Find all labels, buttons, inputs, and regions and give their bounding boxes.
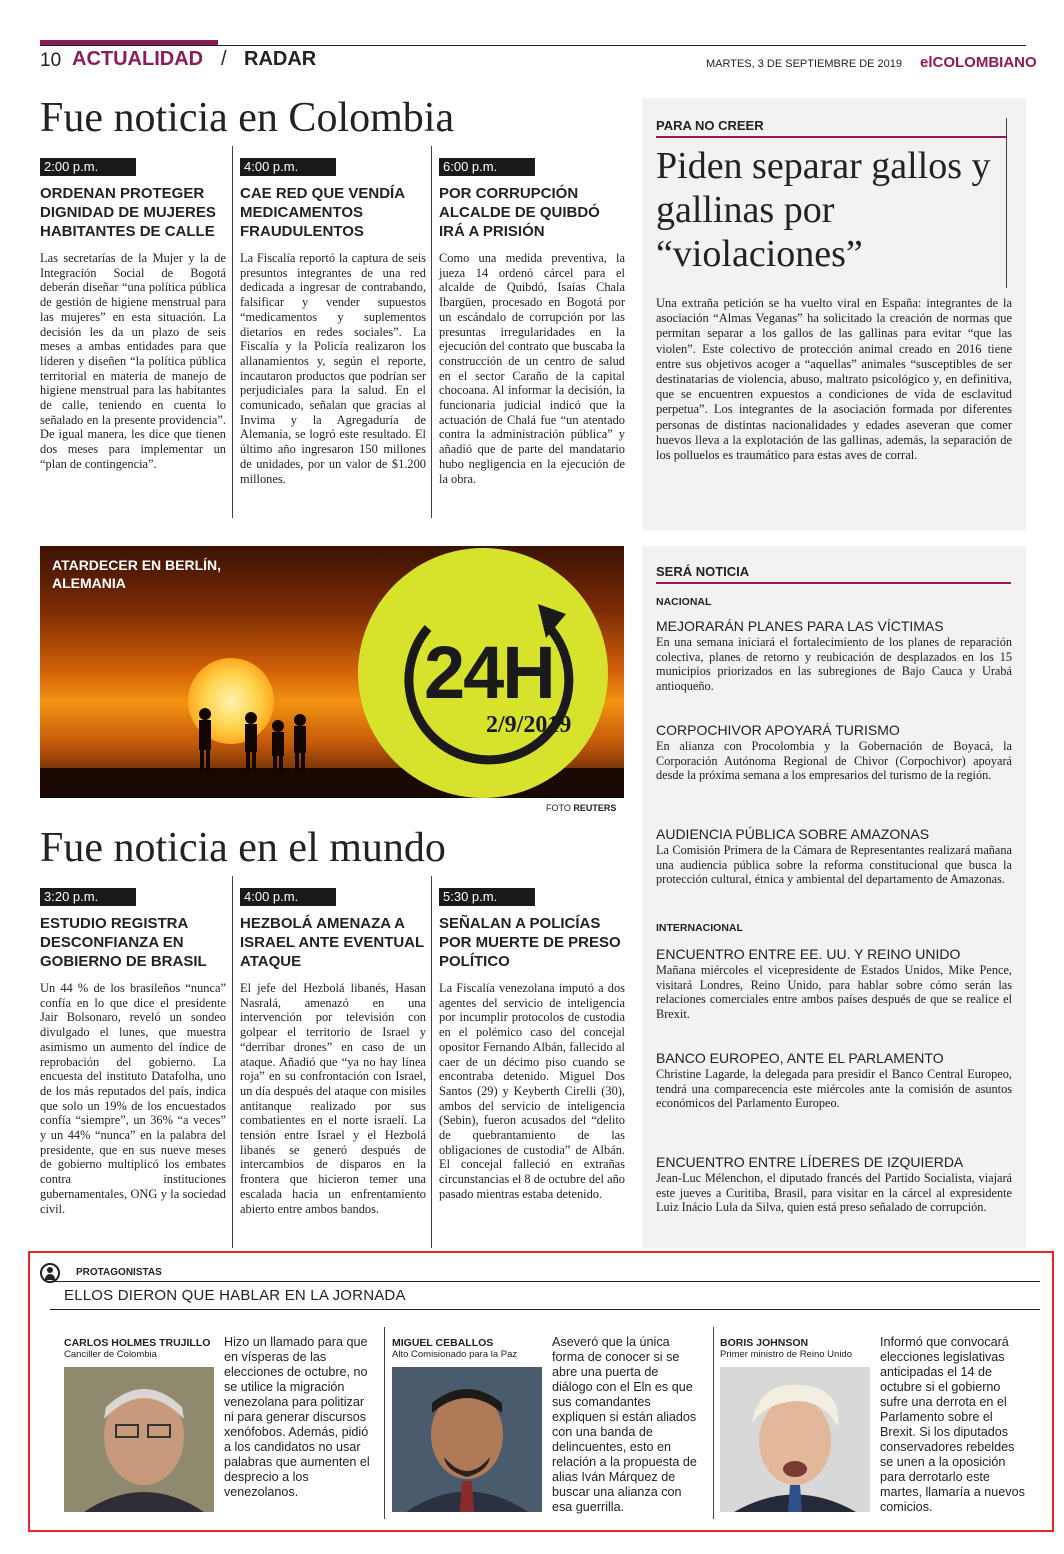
news-body: La Comisión Primera de la Cámara de Representantes realizará mañana una audiencia pública sobre la reforma constitucional que busca la protección cultural, étnica y ambiental del departamento de Amazonas. [656,843,1012,887]
photo-caption: ATARDECER EN BERLÍN, ALEMANIA [52,557,222,591]
protagonist-name: MIGUEL CEBALLOS [392,1337,494,1349]
news-headline: ENCUENTRO ENTRE LÍDERES DE IZQUIERDA [656,1154,964,1170]
time-tag: 4:00 p.m. [240,158,336,176]
mundo-article-2 [240,888,426,1216]
sera-noticia-box [642,546,1026,1248]
internacional-label: INTERNACIONAL [656,922,743,934]
box-rule [656,136,1006,138]
article-headline: SEÑALAN A POLICÍAS POR MUERTE DE PRESO POLÍTICO [439,915,621,970]
protagonist-role: Primer ministro de Reino Unido [720,1349,852,1360]
time-tag: 4:00 p.m. [240,888,336,906]
article-headline: POR CORRUPCIÓN ALCALDE DE QUIBDÓ IRÁ A PRISIÓN [439,185,600,240]
protagonist-quote: Hizo un llamado para que en vísperas de las elecciones de octubre, no se utilice la migración venezolana para politizar ni para generar discursos xenófobos. Además, pidió a los candidatos no usar palabras que aumenten el desprecio a los venezolanos. [224,1335,370,1499]
person-icon [40,1263,60,1283]
box-title: Piden separar gallos y gallinas por “violaciones” [656,145,991,275]
colombia-title: Fue noticia en Colombia [40,95,455,141]
news-body: En una semana iniciará el fortalecimiento de los planes de reparación colectiva, planes de retorno y reubicación de desplazados en los 15 municipios priorizados en las subregiones de Bajo Cauca y Urabá antioqueño. [656,635,1012,693]
article-headline: CAE RED QUE VENDÍA MEDICAMENTOS FRAUDULENTOS [240,185,405,240]
protagonist-quote: Informó que convocará elecciones legislativas anticipadas el 14 de octubre si el gobierno sufre una derrota en el Parlamento sobre el Brexit. Si los diputados conservadores rebeldes se unen a la oposición para derrotarlo este martes, llamaría a nuevos comicios. [880,1335,1025,1514]
article-headline: ORDENAN PROTEGER DIGNIDAD DE MUJERES HABITANTES DE CALLE [40,185,216,240]
news-item [656,826,1012,887]
article-headline: HEZBOLÁ AMENAZA A ISRAEL ANTE EVENTUAL ATAQUE [240,915,424,970]
article-body: Como una medida preventiva, la jueza 14 ordenó cárcel para el alcalde de Quibdó, Isaías Chala Ibargüen, procesado en Bogotá por un escándalo de corrupción por las presuntas irregularidades en la ejecución del contrato que buscaba la construcción de un centro de salud en el sector Caraño de la capital chocoana. Al informar la decisión, la funcionaria judicial indicó que la actuación de Chalá fue “un atentado contra la administración pública” y añadió que de parte del mandatario hubo negligencia en la ejecución de la obra. [439,251,625,486]
protagonist-name: BORIS JOHNSON [720,1337,809,1349]
mundo-title: Fue noticia en el mundo [40,825,446,871]
column-divider [431,876,432,1248]
page-number: 10 [40,50,62,71]
news-body: Christine Lagarde, la delegada para presidir el Banco Central Europeo, tendrá una comparecencia este miércoles ante la comisión de asuntos económicos del Parlamento Europeo. [656,1067,1012,1111]
box-rule [656,582,1011,584]
section-separator: / [221,48,227,70]
column-divider [431,146,432,518]
column-divider [232,876,233,1248]
issue-date: MARTES, 3 DE SEPTIEMBRE DE 2019 [706,58,903,70]
news-item [656,946,1012,1021]
protagonist-divider [713,1327,714,1519]
article-body: La Fiscalía venezolana imputó a dos agentes del servicio de inteligencia por incumplir protocolos de custodia en el polémico caso del concejal opositor Fernando Albán, fallecido al caer de un décimo piso cuando se encontraba detenido. Miguel Dos Santos (29) y Keyberth Cirelli (30), ambos del servicio de inteligencia (Sebin), fueron acusados del “delito de quebrantamiento de las obligaciones de custodia” de Albán. El concejal falleció en extrañas circunstancias el 8 de octubre del año pasado mientras estaba detenido. [439,981,625,1201]
nacional-label: NACIONAL [656,596,712,608]
article-body: La Fiscalía reportó la captura de seis presuntos integrantes de una red dedicada a ingresar de contrabando, falsificar y vender supuestos “medicamentos y suplementos dietarios en redes sociales”. La Fiscalía y la Policía realizaron los allanamientos y, según el reporte, incautaron productos que podrían ser perjudiciales para la salud. En el comunicado, señalan que gracias al Invima y la Agregaduría de Alemania, se logró este resultado. El último año ingresaron 150 millones de unidades, por un valor de $1.200 millones. [240,251,426,486]
news-headline: MEJORARÁN PLANES PARA LAS VÍCTIMAS [656,618,944,634]
colombia-article-2 [240,158,426,486]
column-divider [232,146,233,518]
subsection-name: RADAR [244,48,317,70]
news-body: En alianza con Procolombia y la Gobernación de Boyacá, la Corporación Autónoma Regional de Chivor (Corpochivor) apoyará desde la próxima semana a los empresarios del turismo de la región. [656,739,1012,783]
24h-label: 24H [424,631,554,714]
protagonistas-subtitle: ELLOS DIERON QUE HABLAR EN LA JORNADA [64,1287,406,1304]
mundo-article-3 [439,888,625,1202]
protagonistas-rule [50,1309,1040,1310]
time-tag: 2:00 p.m. [40,158,136,176]
photo-credit: FOTO REUTERS [546,803,617,813]
24h-badge [358,548,608,798]
protagonist-name: CARLOS HOLMES TRUJILLO [64,1337,211,1349]
section-name: ACTUALIDAD [72,48,204,70]
portrait-miguel-ceballos [392,1367,542,1512]
protagonist-divider [384,1327,385,1519]
time-tag: 3:20 p.m. [40,888,136,906]
news-item [656,1154,1012,1215]
protagonistas-rule [50,1281,1040,1282]
protagonist-role: Alto Comisionado para la Paz [392,1349,518,1360]
news-headline: CORPOCHIVOR APOYARÁ TURISMO [656,722,900,738]
box-side-rule [1006,118,1007,288]
news-item [656,618,1012,693]
protagonistas-section [28,1251,1054,1532]
header-rule [40,45,1026,46]
article-body: Un 44 % de los brasileños “nunca” confía en lo que dice el presidente Jair Bolsonaro, reveló un sondeo divulgado el lunes, que muestra asimismo un aumento del índice de reprobación del gobierno. La encuesta del instituto Datafolha, uno de los más reputados del país, indica que solo un 19% de los encuestados confía “siempre”, un 36% “a veces” y un 44% “nunca” en la palabra del presidente, que en sus nueve meses de gobierno multiplicó los embates contra instituciones gubernamentales, ONG y la sociedad civil. [40,981,226,1216]
mundo-article-1 [40,888,226,1216]
news-body: Mañana miércoles el vicepresidente de Estados Unidos, Mike Pence, visitará Londres, Reino Unido, para hablar sobre cómo serán las relaciones comerciales entre ambos países después de que se realice el Brexit. [656,963,1012,1021]
news-headline: ENCUENTRO ENTRE EE. UU. Y REINO UNIDO [656,946,961,962]
protagonist-quote: Aseveró que la única forma de conocer si se abre una puerta de diálogo con el Eln es que sus comandantes expliquen si están aliados con una banda de delincuentes, esto en relación a la propuesta de alias Iván Márquez de buscar una alianza con esa guerrilla. [552,1335,697,1514]
portrait-boris-johnson [720,1367,870,1512]
portrait-carlos-holmes-trujillo [64,1367,214,1512]
news-item [656,1050,1012,1111]
time-tag: 5:30 p.m. [439,888,535,906]
article-body: Las secretarías de la Mujer y la de Integración Social de Bogotá deberán diseñar “una política pública de gestión de higiene menstrual para las mujeres” en esta situación. La decisión les da un plazo de seis meses a ambas entidades para que lideren y diseñen “la política pública territorial en materia de manejo de higiene menstrual para las habitantes de calle, teniendo en cuenta lo señalado en la presente providencia”. De igual manera, les dice que tienen dos meses para implementar un “plan de contingencia”. [40,251,226,471]
newspaper-logo: elCOLOMBIANO [920,54,1037,71]
news-item [656,722,1012,783]
news-body: Jean-Luc Mélenchon, el diputado francés del Partido Socialista, viajará este jueves a Curitiba, Brasil, para visitar en la cárcel al expresidente Luiz Inácio Lula da Silva, quien está preso señalado de corrupción. [656,1171,1012,1215]
time-tag: 6:00 p.m. [439,158,535,176]
protagonistas-tag: PROTAGONISTAS [76,1267,162,1278]
box-tag: SERÁ NOTICIA [656,564,750,579]
para-no-creer-box [642,98,1026,530]
article-headline: ESTUDIO REGISTRA DESCONFIANZA EN GOBIERNO DE BRASIL [40,915,207,970]
box-body: Una extraña petición se ha vuelto viral en España: integrantes de la asociación “Almas Veganas” ha solicitado la creación de normas que permitan separar a los gallos de las gallinas para evitar “que las violen”. Este colectivo de protección animal creado en 2016 tiene entre sus objetivos acoger a “aquellas” animales “susceptibles de ser destinatarias de violencia, abuso, maltrato psicológico y, en definitiva, que se encuentren expuestos a condiciones de vida de esclavitud perpetua”. Los integrantes de la asociación formada por diferentes personas de distintas nacionalidades y edades aseveran que comer huevos lleva a la explotación de las gallinas, además, la separación de los polluelos es traumático para estas aves de corral. [656,296,1012,463]
box-tag: PARA NO CREER [656,118,764,133]
colombia-article-3 [439,158,625,486]
news-headline: BANCO EUROPEO, ANTE EL PARLAMENTO [656,1050,944,1066]
colombia-article-1 [40,158,226,472]
news-headline: AUDIENCIA PÚBLICA SOBRE AMAZONAS [656,826,930,842]
24h-date: 2/9/2019 [486,712,572,738]
protagonist-role: Canciller de Colombia [64,1349,157,1360]
article-body: El jefe del Hezbolá libanés, Hasan Nasralá, amenazó en una intervención por televisión con golpear el territorio de Israel y “derribar drones” en caso de un ataque. Añadió que “ya no hay línea roja” en su confrontación con Israel, un día después del ataque con misiles antitanque realizado por sus combatientes en el norte israelí. La tensión entre Israel y el Hezbolá libanés se generó después de intercambios de disparos en la frontera que hicieron temer una escalada hacia un enfrentamiento abierto entre ambos bandos. [240,981,426,1216]
